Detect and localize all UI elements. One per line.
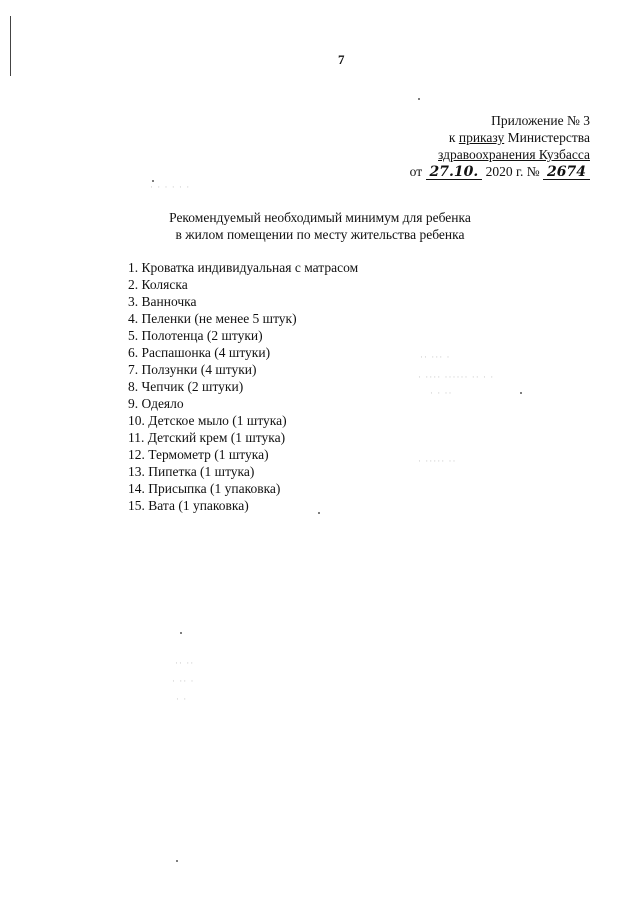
order-word: приказу xyxy=(458,130,505,145)
items-list xyxy=(128,259,358,514)
list-item: 8. Чепчик (2 штуки) xyxy=(128,379,244,394)
scan-speck xyxy=(180,632,182,634)
bleed-through-mark: ·· ··· · xyxy=(420,352,451,362)
handwritten-date: 27.10. xyxy=(426,165,483,180)
appendix-ministry: здравоохранения Кузбасса xyxy=(438,147,590,162)
list-item: 4. Пеленки (не менее 5 штук) xyxy=(128,311,297,326)
bleed-through-mark: · · xyxy=(176,694,188,704)
scan-edge-mark xyxy=(10,16,11,76)
scan-speck xyxy=(318,512,320,514)
appendix-title: Приложение № 3 xyxy=(491,113,590,128)
bleed-through-mark: · ···· ······ ·· · · xyxy=(418,372,495,382)
list-item: 12. Термометр (1 штука) xyxy=(128,447,269,462)
list-item: 1. Кроватка индивидуальная с матрасом xyxy=(128,260,359,275)
appendix-order-line: к приказу Министерства xyxy=(448,130,590,145)
scan-speck xyxy=(418,98,420,100)
bleed-through-mark: · ·· · xyxy=(172,676,195,686)
bleed-through-mark: · ····· ·· xyxy=(418,456,457,466)
list-item: 6. Распашонка (4 штуки) xyxy=(128,345,271,360)
appendix-header xyxy=(410,112,590,180)
handwritten-order-number: 2674 xyxy=(543,165,590,180)
list-item: 14. Присыпка (1 упаковка) xyxy=(128,481,281,496)
bleed-through-mark: · · ·· xyxy=(430,388,453,398)
list-item: 13. Пипетка (1 штука) xyxy=(128,464,255,479)
list-item: 5. Полотенца (2 штуки) xyxy=(128,328,263,343)
title-line-2: в жилом помещении по месту жительства ребенка xyxy=(175,227,465,242)
bleed-through-mark: · · · · · · xyxy=(150,182,191,192)
list-item: 9. Одеяло xyxy=(128,396,184,411)
list-item: 11. Детский крем (1 штука) xyxy=(128,430,286,445)
title-line-1: Рекомендуемый необходимый минимум для ребенка xyxy=(169,210,471,225)
scan-speck xyxy=(176,860,178,862)
list-item: 3. Ванночка xyxy=(128,294,197,309)
list-item: 15. Вата (1 упаковка) xyxy=(128,498,249,513)
appendix-date-line: от 27.10. 2020 г. № 2674 xyxy=(410,163,590,180)
list-item: 10. Детское мыло (1 штука) xyxy=(128,413,287,428)
scan-speck xyxy=(520,392,522,394)
list-item: 2. Коляска xyxy=(128,277,188,292)
page-number: 7 xyxy=(338,52,345,67)
document-title xyxy=(0,209,640,243)
bleed-through-mark: ·· ·· xyxy=(175,658,195,668)
list-item: 7. Ползунки (4 штуки) xyxy=(128,362,257,377)
